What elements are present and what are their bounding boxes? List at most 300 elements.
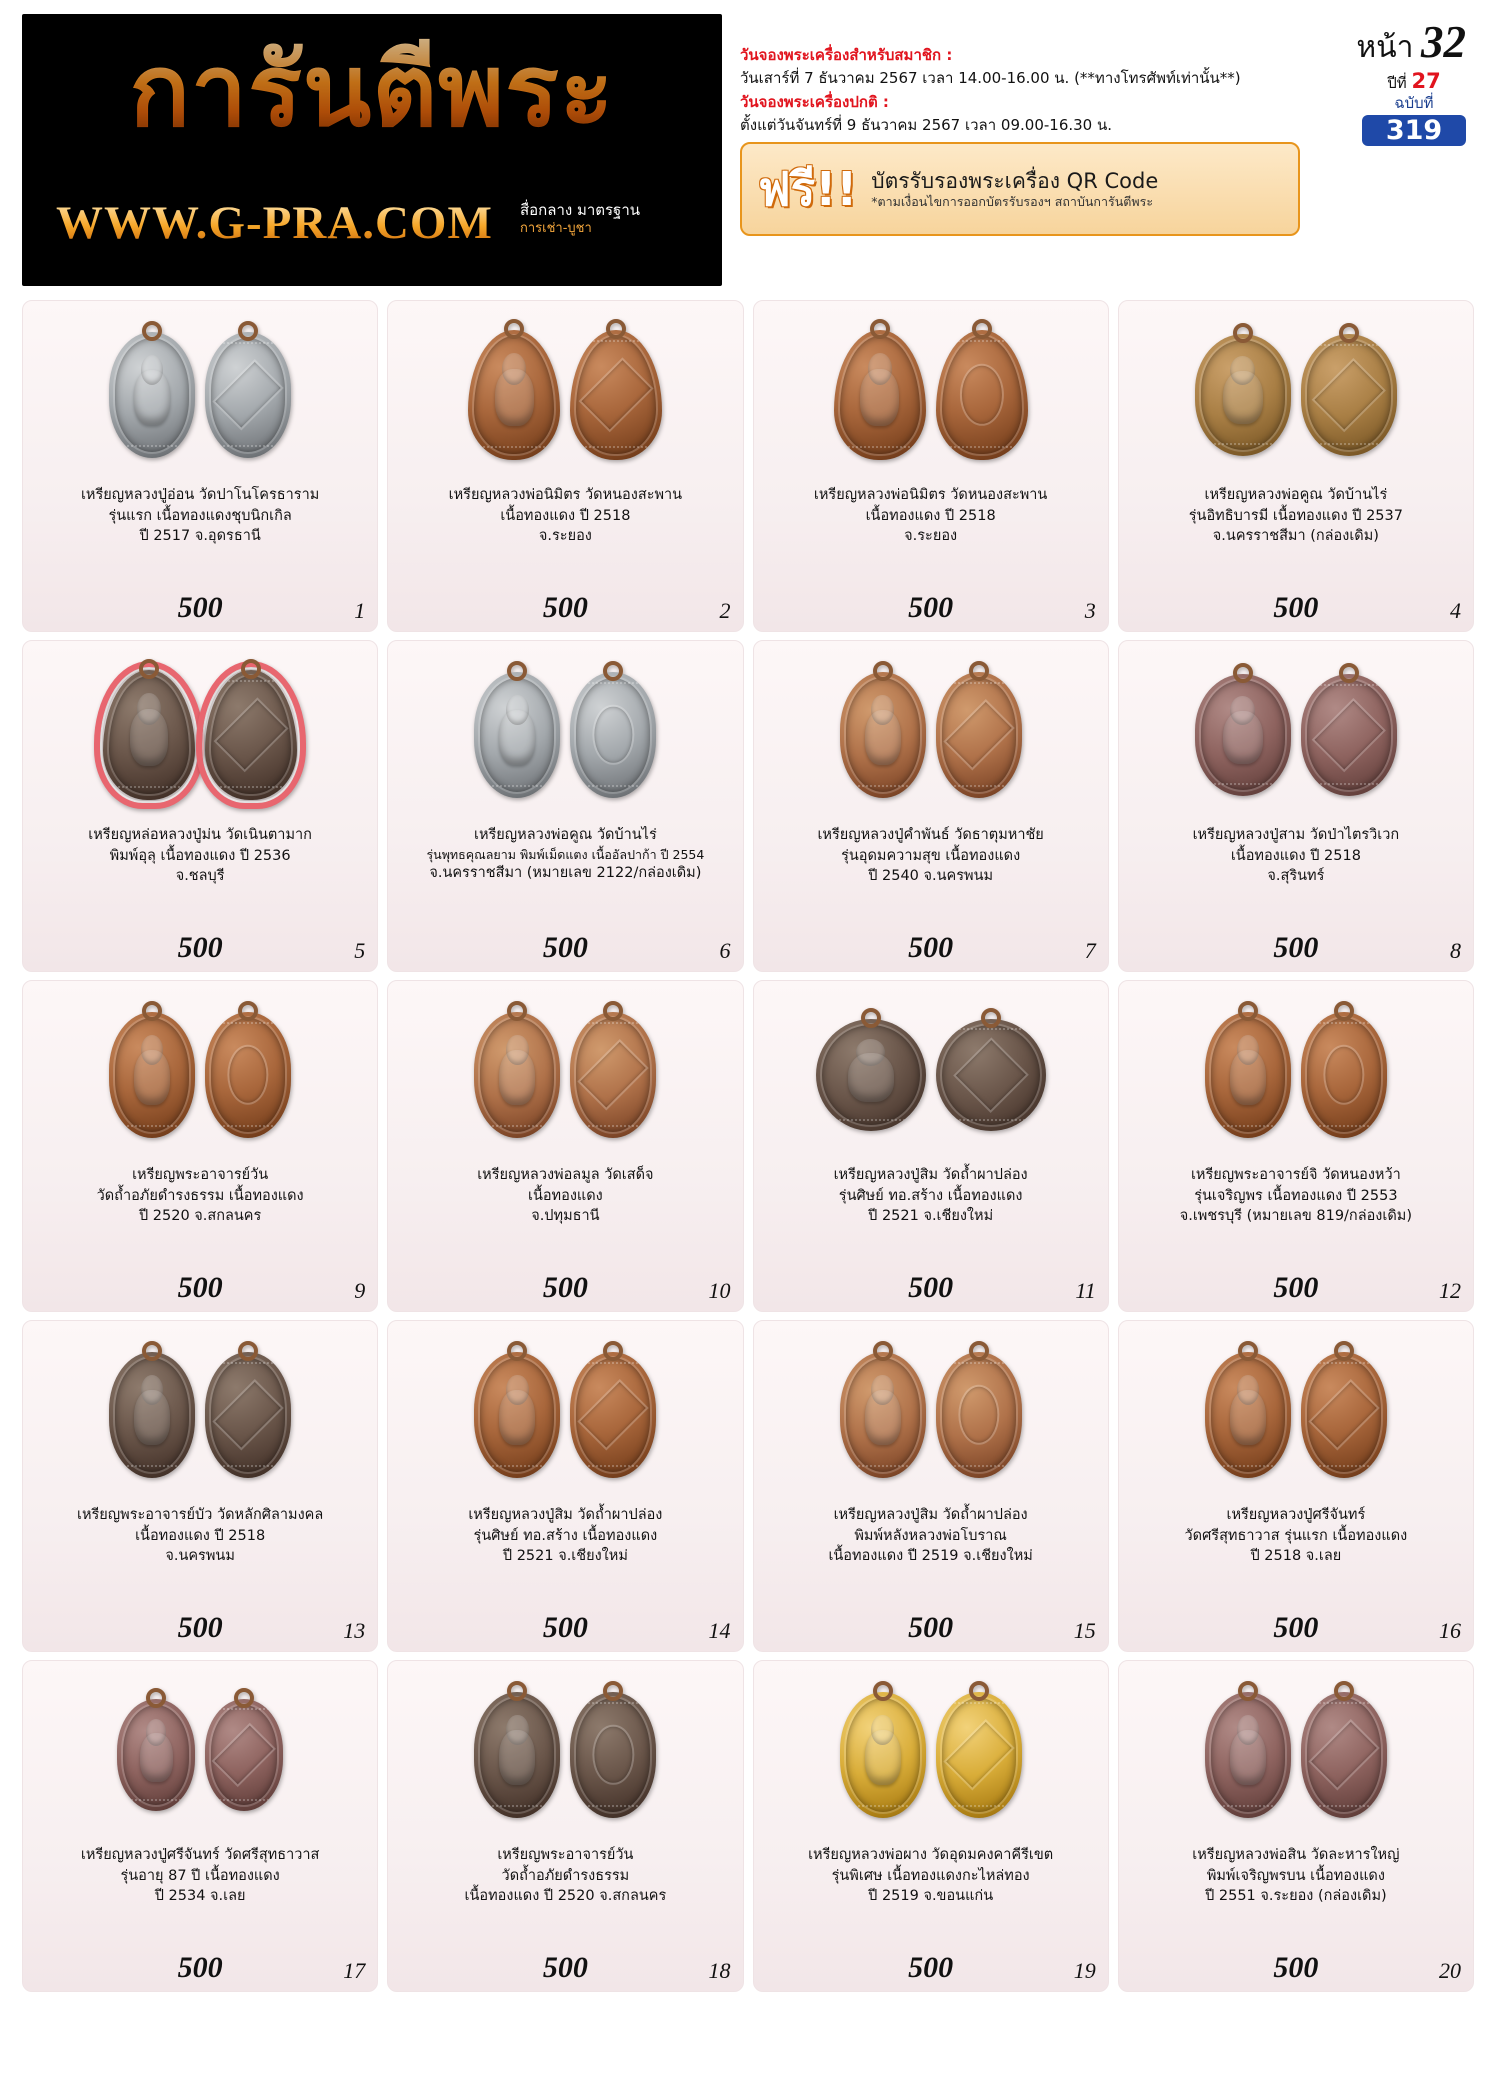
amulet-loop-icon xyxy=(234,1688,254,1708)
issue-line xyxy=(1362,94,1466,113)
amulet-index: 7 xyxy=(1084,938,1096,963)
amulet-card[interactable] xyxy=(387,980,743,1312)
amulet-index: 11 xyxy=(1075,1278,1096,1303)
page-header xyxy=(0,0,1496,300)
amulet-body xyxy=(109,1012,195,1138)
amulet-footer xyxy=(29,931,371,967)
amulet-front-image xyxy=(834,330,926,460)
amulet-footer xyxy=(29,1951,371,1987)
issue-label: ฉบับที่ xyxy=(1394,94,1434,113)
amulet-card[interactable] xyxy=(1118,300,1474,632)
amulet-footer xyxy=(760,1611,1102,1647)
amulet-front-image xyxy=(1195,334,1291,456)
amulet-index: 10 xyxy=(708,1278,731,1303)
amulet-description-line: เหรียญหลวงพ่อลมูล วัดเสด็จ xyxy=(477,1167,654,1183)
amulet-back-image xyxy=(936,1352,1022,1478)
amulet-card[interactable] xyxy=(22,300,378,632)
amulet-description-line: พิมพ์หลังหลวงพ่อโบราณ xyxy=(854,1527,1007,1544)
amulet-back-image xyxy=(1301,1692,1387,1818)
amulet-description xyxy=(760,823,1102,931)
amulet-body xyxy=(1195,334,1291,456)
amulet-inscription-arc-top xyxy=(943,682,1015,692)
amulet-description-line: จ.เพชรบุรี (หมายเลข 819/กล่องเดิม) xyxy=(1179,1208,1412,1225)
amulet-index: 20 xyxy=(1439,1958,1461,1983)
amulet-back-image xyxy=(1301,334,1397,456)
amulet-footer xyxy=(394,591,736,627)
amulet-body xyxy=(474,672,560,798)
amulet-description-line: ปี 2540 จ.นครพนม xyxy=(868,868,994,885)
amulet-description-line: เหรียญหลวงปู่สิม วัดถ้ำผาปล่อง xyxy=(833,1507,1028,1523)
amulet-inscription-arc-top xyxy=(1308,1702,1380,1712)
amulet-inscription-arc xyxy=(110,778,187,788)
amulet-body xyxy=(834,330,926,460)
monk-figure-relief xyxy=(1223,711,1263,765)
amulet-description-line: ปี 2519 จ.ขอนแก่น xyxy=(868,1888,994,1905)
amulet-inscription-arc-top xyxy=(944,1028,1036,1037)
amulet-description-line: เหรียญหลวงปู่สิม วัดถ้ำผาปล่อง xyxy=(833,1167,1028,1183)
amulet-images xyxy=(1125,1327,1467,1503)
amulet-images xyxy=(394,647,736,823)
amulet-inscription-arc xyxy=(1203,435,1284,445)
amulet-inscription-arc xyxy=(116,437,188,447)
amulet-price: 500 xyxy=(542,591,588,624)
amulet-description-line: เหรียญหลวงปู่ศรีจันทร์ xyxy=(1226,1507,1366,1523)
monk-figure-relief xyxy=(499,710,535,765)
amulet-description-line: ปี 2517 จ.อุดรธานี xyxy=(139,528,261,545)
amulet-body xyxy=(109,1352,195,1478)
amulet-card[interactable] xyxy=(22,1320,378,1652)
amulet-loop-icon xyxy=(1238,1001,1258,1021)
amulet-card[interactable] xyxy=(387,1320,743,1652)
amulet-images xyxy=(1125,987,1467,1163)
amulet-index: 14 xyxy=(708,1618,731,1643)
amulet-card[interactable] xyxy=(387,1660,743,1992)
qr-promo-text xyxy=(871,168,1158,210)
amulet-description-line: เหรียญหลวงปู่อ่อน วัดปาโนโครธาราม xyxy=(80,487,320,503)
amulet-description-line: จ.ระยอง xyxy=(904,528,958,545)
amulet-description-line: เหรียญหลวงพ่อสิน วัดละหารใหญ่ xyxy=(1192,1847,1400,1863)
amulet-body xyxy=(1301,334,1397,456)
reservation-info xyxy=(740,44,1241,137)
amulet-description xyxy=(394,1503,736,1611)
issue-number: 319 xyxy=(1362,115,1466,146)
amulet-card[interactable] xyxy=(753,300,1109,632)
amulet-description-line: วัดถ้ำอภัยดำรงธรรม xyxy=(501,1867,630,1884)
amulet-body xyxy=(205,1012,291,1138)
amulet-description xyxy=(760,1503,1102,1611)
amulet-inscription-arc-top xyxy=(577,682,649,692)
amulet-body xyxy=(1301,674,1397,796)
amulet-images xyxy=(760,307,1102,483)
amulet-inscription-arc-bottom xyxy=(212,1457,284,1467)
logo-tagline-line2: การเช่า-บูชา xyxy=(520,221,592,237)
amulet-description-line: ปี 2534 จ.เลย xyxy=(154,1888,246,1905)
amulet-description xyxy=(1125,1843,1467,1951)
amulet-loop-icon xyxy=(1238,1341,1258,1361)
amulet-loop-icon xyxy=(142,1001,162,1021)
amulet-description-line: จ.ชลบุรี xyxy=(175,868,225,885)
amulet-inscription-arc-bottom xyxy=(1308,1117,1380,1127)
amulet-card[interactable] xyxy=(753,1660,1109,1992)
monk-figure-relief xyxy=(1230,1730,1266,1785)
amulet-description xyxy=(394,1843,736,1951)
amulet-front-image xyxy=(1205,1692,1291,1818)
year-label: ปีที่ xyxy=(1387,74,1407,92)
amulet-body xyxy=(474,1352,560,1478)
amulet-description-line: จ.สุรินทร์ xyxy=(1267,868,1325,885)
amulet-grid xyxy=(0,300,1496,2002)
amulet-price: 500 xyxy=(908,591,954,624)
qr-promo-banner xyxy=(740,142,1300,236)
amulet-loop-icon xyxy=(969,1681,989,1701)
amulet-loop-icon xyxy=(142,1341,162,1361)
amulet-body xyxy=(1301,1012,1387,1138)
amulet-loop-icon xyxy=(1334,1681,1354,1701)
amulet-images xyxy=(760,987,1102,1163)
amulet-inscription-arc-bottom xyxy=(944,1112,1036,1121)
monk-figure-relief xyxy=(499,1050,535,1105)
amulet-front-image xyxy=(474,1692,560,1818)
amulet-price: 500 xyxy=(177,591,223,624)
amulet-inscription-arc-bottom xyxy=(1309,775,1390,785)
amulet-footer xyxy=(29,1611,371,1647)
amulet-index: 2 xyxy=(719,598,731,623)
amulet-back-image xyxy=(205,1699,283,1811)
amulet-inscription-arc-bottom xyxy=(211,1792,277,1801)
amulet-card[interactable] xyxy=(22,980,378,1312)
amulet-images xyxy=(394,307,736,483)
amulet-description-line: วัดถ้ำอภัยดำรงธรรม เนื้อทองแดง xyxy=(96,1187,304,1204)
amulet-inscription-arc xyxy=(847,1797,919,1807)
amulet-front-image xyxy=(109,1352,195,1478)
amulet-description xyxy=(29,1163,371,1271)
amulet-description-line: ปี 2551 จ.ระยอง (กล่องเดิม) xyxy=(1205,1888,1387,1905)
amulet-description-line: รุ่นพิเศษ เนื้อทองแดงกะไหล่ทอง xyxy=(831,1867,1030,1884)
amulet-images xyxy=(394,987,736,1163)
amulet-description-line: เหรียญหลวงปู่ศรีจันทร์ วัดศรีสุทธาวาส xyxy=(80,1847,320,1863)
amulet-front-image xyxy=(1205,1012,1291,1138)
amulet-description-line: รุ่นเจริญพร เนื้อทองแดง ปี 2553 xyxy=(1194,1187,1398,1204)
amulet-inscription-arc xyxy=(847,1457,919,1467)
amulet-front-image xyxy=(474,672,560,798)
amulet-images xyxy=(29,307,371,483)
amulet-description-line: จ.นครพนม xyxy=(165,1548,235,1565)
amulet-description xyxy=(29,1843,371,1951)
amulet-loop-icon xyxy=(1339,323,1359,343)
logo-tagline xyxy=(520,200,640,238)
monk-figure-relief xyxy=(860,369,899,426)
amulet-price: 500 xyxy=(542,1611,588,1644)
amulet-description xyxy=(1125,823,1467,931)
amulet-description-line: เหรียญหลวงปู่สาม วัดป่าไตรวิเวก xyxy=(1192,827,1400,843)
amulet-description-line: รุ่นอายุ 87 ปี เนื้อทองแดง xyxy=(120,1867,280,1884)
reserve-member-title: วันจองพระเครื่องสำหรับสมาชิก : xyxy=(740,46,953,64)
amulet-description xyxy=(394,483,736,591)
amulet-inscription-arc-top xyxy=(212,1022,284,1032)
amulet-loop-icon xyxy=(1339,663,1359,683)
amulet-footer xyxy=(760,931,1102,967)
amulet-loop-icon xyxy=(870,319,890,339)
amulet-description-line: เนื้อทองแดง xyxy=(527,1187,603,1204)
amulet-description-line: เหรียญหลวงปู่คำพันธ์ วัดธาตุมหาชัย xyxy=(817,827,1044,843)
monk-figure-relief xyxy=(130,709,169,766)
amulet-footer xyxy=(760,591,1102,627)
amulet-front-image xyxy=(468,330,560,460)
amulet-price: 500 xyxy=(177,1271,223,1304)
amulet-back-image xyxy=(205,1012,291,1138)
monk-figure-relief xyxy=(865,710,901,765)
page-number: 32 xyxy=(1421,17,1466,67)
amulet-description-line: เหรียญพระอาจารย์วัน xyxy=(132,1167,269,1183)
amulet-back-image xyxy=(936,1692,1022,1818)
monk-figure-relief xyxy=(495,369,534,426)
amulet-inscription-arc xyxy=(123,1792,189,1801)
amulet-inscription-arc xyxy=(481,777,553,787)
amulet-back-image xyxy=(1301,1012,1387,1138)
monk-figure-relief xyxy=(134,370,170,425)
amulet-body xyxy=(936,1019,1046,1131)
amulet-description-line: จ.ระยอง xyxy=(538,528,592,545)
reserve-normal-line: ตั้งแต่วันจันทร์ที่ 9 ธันวาคม 2567 เวลา 09.00-16.30 น. xyxy=(740,115,1113,134)
amulet-description-line: จ.นครราชสีมา (หมายเลข 2122/กล่องเดิม) xyxy=(429,865,702,882)
logo-thai-text: การันตีพระ xyxy=(22,38,722,143)
amulet-index: 19 xyxy=(1073,1958,1096,1983)
amulet-price: 500 xyxy=(177,931,223,964)
amulet-description-line: ปี 2518 จ.เลย xyxy=(1250,1548,1342,1565)
amulet-back-image xyxy=(570,672,656,798)
amulet-inscription-arc-top xyxy=(1309,684,1390,694)
amulet-card[interactable] xyxy=(387,640,743,972)
amulet-loop-icon xyxy=(1334,1341,1354,1361)
amulet-description-line: รุ่นอุดมความสุข เนื้อทองแดง xyxy=(841,847,1021,864)
amulet-back-image xyxy=(936,1019,1046,1131)
amulet-index: 13 xyxy=(343,1618,366,1643)
amulet-back-image xyxy=(570,1692,656,1818)
amulet-front-image xyxy=(109,1012,195,1138)
issue-block xyxy=(1362,68,1466,146)
amulet-price: 500 xyxy=(542,931,588,964)
amulet-description xyxy=(394,823,736,931)
amulet-inscription-arc xyxy=(841,438,918,448)
amulet-inscription-arc-bottom xyxy=(1308,1797,1380,1807)
amulet-description xyxy=(1125,483,1467,591)
qr-promo-title: บัตรรับรองพระเครื่อง QR Code xyxy=(871,169,1159,194)
amulet-card[interactable] xyxy=(1118,1320,1474,1652)
amulet-loop-icon xyxy=(981,1008,1001,1028)
monk-figure-relief xyxy=(134,1390,170,1445)
amulet-description-line: เหรียญหลวงพ่อคูณ วัดบ้านไร่ xyxy=(474,827,657,843)
amulet-front-image xyxy=(117,1699,195,1811)
amulet-loop-icon xyxy=(969,661,989,681)
amulet-inscription-arc xyxy=(1212,1457,1284,1467)
amulet-index: 3 xyxy=(1084,598,1096,623)
amulet-inscription-arc-bottom xyxy=(212,1117,284,1127)
amulet-footer xyxy=(394,1271,736,1307)
amulet-footer xyxy=(760,1951,1102,1987)
amulet-footer xyxy=(1125,931,1467,967)
logo-url-text: WWW.G-PRA.COM xyxy=(56,197,493,249)
amulet-footer xyxy=(1125,1951,1467,1987)
amulet-description xyxy=(760,483,1102,591)
amulet-images xyxy=(29,987,371,1163)
amulet-card[interactable] xyxy=(22,1660,378,1992)
amulet-inscription-arc-bottom xyxy=(577,1457,649,1467)
amulet-card[interactable] xyxy=(22,640,378,972)
year-line xyxy=(1362,68,1466,94)
amulet-description-line: พิมพ์เจริญพรบน เนื้อทองแดง xyxy=(1206,1867,1385,1884)
amulet-footer xyxy=(760,1271,1102,1307)
monk-figure-relief xyxy=(1230,1390,1266,1445)
amulet-description-line: เหรียญหลวงพ่อผาง วัดอุดมคงคาคีรีเขต xyxy=(808,1847,1054,1863)
amulet-description xyxy=(29,1503,371,1611)
amulet-footer xyxy=(1125,1611,1467,1647)
amulet-body xyxy=(840,672,926,798)
amulet-inscription-arc-bottom xyxy=(943,777,1015,787)
amulet-card[interactable] xyxy=(1118,980,1474,1312)
amulet-footer xyxy=(29,591,371,627)
amulet-front-image xyxy=(1195,674,1291,796)
amulet-inscription-arc xyxy=(824,1112,916,1121)
amulet-inscription-arc-bottom xyxy=(577,1117,649,1127)
amulet-inscription-arc xyxy=(116,1117,188,1127)
amulet-body xyxy=(1301,1352,1387,1478)
amulet-description-line: ปี 2521 จ.เชียงใหม่ xyxy=(868,1208,994,1225)
amulet-description xyxy=(1125,1163,1467,1271)
amulet-card[interactable] xyxy=(387,300,743,632)
amulet-body xyxy=(570,1352,656,1478)
amulet-card[interactable] xyxy=(753,980,1109,1312)
amulet-description xyxy=(394,1163,736,1271)
amulet-inscription-arc-bottom xyxy=(212,778,289,788)
amulet-inscription-arc xyxy=(116,1457,188,1467)
amulet-inscription-arc xyxy=(847,777,919,787)
amulet-images xyxy=(394,1667,736,1843)
amulet-inscription-arc xyxy=(1212,1797,1284,1807)
amulet-loop-icon xyxy=(139,659,159,679)
amulet-footer xyxy=(394,1611,736,1647)
amulet-front-image xyxy=(840,1352,926,1478)
amulet-price: 500 xyxy=(1273,1951,1319,1984)
amulet-description-line: เหรียญหลวงพ่อนิมิตร วัดหนองสะพาน xyxy=(448,487,683,503)
amulet-inscription-arc-bottom xyxy=(1308,1457,1380,1467)
amulet-body xyxy=(1205,1012,1291,1138)
amulet-body xyxy=(936,1352,1022,1478)
amulet-front-image xyxy=(1205,1352,1291,1478)
amulet-description-line: จ.นครราชสีมา (กล่องเดิม) xyxy=(1212,528,1379,545)
amulet-inscription-arc-bottom xyxy=(943,438,1020,448)
amulet-body xyxy=(205,670,297,800)
amulet-images xyxy=(394,1327,736,1503)
amulet-back-image xyxy=(1301,1352,1387,1478)
amulet-back-image xyxy=(936,672,1022,798)
monk-figure-relief xyxy=(865,1730,901,1785)
amulet-images xyxy=(760,1667,1102,1843)
amulet-price: 500 xyxy=(1273,931,1319,964)
amulet-images xyxy=(1125,647,1467,823)
amulet-footer xyxy=(29,1271,371,1307)
page-number-block xyxy=(1356,16,1466,71)
amulet-inscription-arc xyxy=(481,1797,553,1807)
amulet-description-line: เหรียญหลวงปู่สิม วัดถ้ำผาปล่อง xyxy=(468,1507,663,1523)
amulet-body xyxy=(468,330,560,460)
amulet-description-line: เหรียญพระอาจารย์บัว วัดหลักศิลามงคล xyxy=(76,1507,324,1523)
amulet-loop-icon xyxy=(861,1008,881,1028)
amulet-front-image xyxy=(109,332,195,458)
amulet-price: 500 xyxy=(177,1611,223,1644)
amulet-description-line: เนื้อทองแดง ปี 2518 xyxy=(865,507,996,524)
amulet-index: 9 xyxy=(354,1278,366,1303)
amulet-price: 500 xyxy=(177,1951,223,1984)
amulet-body xyxy=(1195,674,1291,796)
amulet-body xyxy=(474,1012,560,1138)
amulet-body xyxy=(840,1352,926,1478)
amulet-index: 12 xyxy=(1439,1278,1461,1303)
amulet-inscription-arc-top xyxy=(943,340,1020,350)
amulet-footer xyxy=(1125,591,1467,627)
amulet-price: 500 xyxy=(1273,1271,1319,1304)
amulet-description-line: รุ่นอิทธิบารมี เนื้อทองแดง ปี 2537 xyxy=(1188,507,1403,524)
amulet-body xyxy=(205,1699,283,1811)
amulet-body xyxy=(936,672,1022,798)
amulet-description-line: รุ่นศิษย์ ทอ.สร้าง เนื้อทองแดง xyxy=(838,1187,1023,1204)
amulet-inscription-arc xyxy=(476,438,553,448)
amulet-inscription-arc-top xyxy=(943,1362,1015,1372)
amulet-body xyxy=(117,1699,195,1811)
amulet-description xyxy=(29,823,371,931)
amulet-description-line: รุ่นศิษย์ ทอ.สร้าง เนื้อทองแดง xyxy=(473,1527,658,1544)
amulet-back-image xyxy=(205,332,291,458)
amulet-images xyxy=(1125,1667,1467,1843)
amulet-body xyxy=(109,332,195,458)
amulet-card[interactable] xyxy=(753,1320,1109,1652)
amulet-price: 500 xyxy=(542,1951,588,1984)
amulet-inscription-arc-top xyxy=(212,1362,284,1372)
amulet-images xyxy=(29,1667,371,1843)
amulet-loop-icon xyxy=(1334,1001,1354,1021)
amulet-loop-icon xyxy=(238,321,258,341)
amulet-inscription-arc-top xyxy=(1308,1022,1380,1032)
amulet-loop-icon xyxy=(241,659,261,679)
amulet-inscription-arc-top xyxy=(212,680,289,690)
amulet-inscription-arc-bottom xyxy=(943,1797,1015,1807)
amulet-card[interactable] xyxy=(753,640,1109,972)
amulet-index: 1 xyxy=(354,598,366,623)
amulet-inscription-arc xyxy=(481,1117,553,1127)
amulet-back-image xyxy=(205,1352,291,1478)
amulet-footer xyxy=(1125,1271,1467,1307)
amulet-description-line: จ.ปทุมธานี xyxy=(531,1208,600,1225)
amulet-card[interactable] xyxy=(1118,1660,1474,1992)
amulet-inscription-arc-bottom xyxy=(1309,435,1390,445)
amulet-loop-icon xyxy=(972,319,992,339)
amulet-loop-icon xyxy=(1238,1681,1258,1701)
amulet-front-image xyxy=(840,1692,926,1818)
amulet-loop-icon xyxy=(142,321,162,341)
amulet-card[interactable] xyxy=(1118,640,1474,972)
amulet-front-image xyxy=(474,1352,560,1478)
amulet-description-line: รุ่นแรก เนื้อทองแดงชุบนิกเกิล xyxy=(108,507,292,524)
amulet-inscription-arc-top xyxy=(578,340,655,350)
amulet-price: 500 xyxy=(1273,1611,1319,1644)
amulet-back-image xyxy=(570,1012,656,1138)
amulet-index: 5 xyxy=(354,938,366,963)
amulet-description xyxy=(760,1163,1102,1271)
amulet-inscription-arc-top xyxy=(1309,344,1390,354)
qr-promo-note: *ตามเงื่อนไขการออกบัตรรับรองฯ สถาบันการันตีพระ xyxy=(871,194,1154,210)
amulet-loop-icon xyxy=(969,1341,989,1361)
amulet-description-line: เหรียญหลวงพ่อนิมิตร วัดหนองสะพาน xyxy=(813,487,1048,503)
amulet-front-image xyxy=(103,670,195,800)
